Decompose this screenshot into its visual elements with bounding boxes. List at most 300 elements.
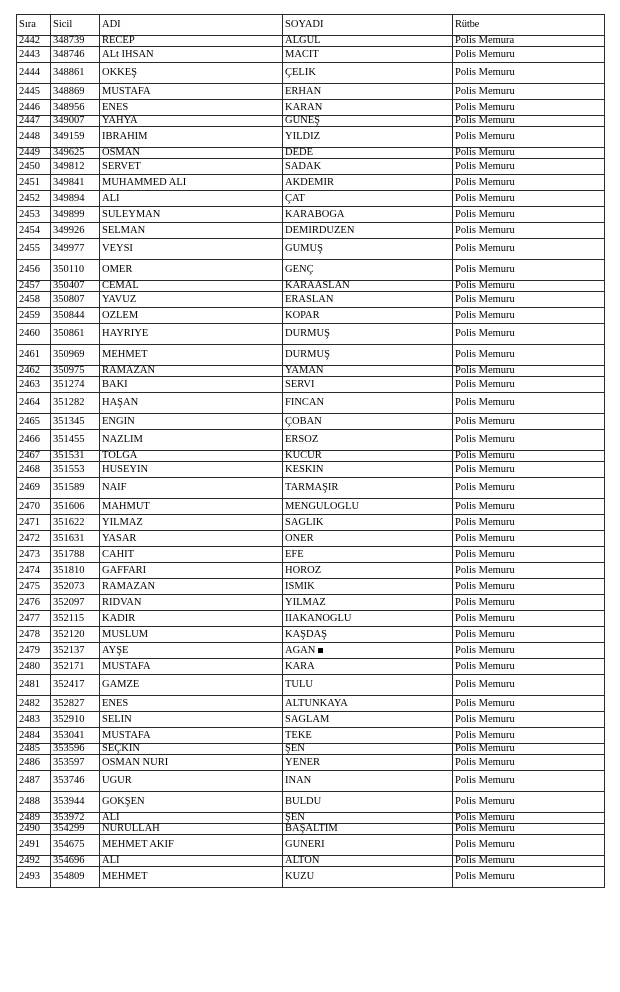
cell-adi xyxy=(100,345,283,366)
cell-rutbe xyxy=(453,127,605,148)
cell-adi-text: NAIF xyxy=(102,482,127,493)
cell-rutbe-text: Polis Memuru xyxy=(455,415,515,427)
cell-adi xyxy=(100,867,283,888)
cell-sicil-text: 351455 xyxy=(53,434,85,445)
table-row xyxy=(17,430,605,451)
cell-rutbe-text: Polis Memuru xyxy=(455,280,515,291)
cell-rutbe xyxy=(453,393,605,414)
cell-soyadi-text: ÇAT xyxy=(285,192,305,204)
cell-soyadi-text: SERVI xyxy=(285,378,315,390)
cell-adi-text: MUHAMMED ALI xyxy=(102,176,187,188)
cell-sira xyxy=(17,175,51,191)
cell-soyadi-text: TULU xyxy=(285,679,313,690)
cell-rutbe-text: Polis Memuru xyxy=(455,463,515,475)
cell-sira-text: 2485 xyxy=(19,743,40,754)
cell-sicil-text: 348746 xyxy=(53,48,85,60)
document-page xyxy=(16,14,604,888)
cell-sira-text: 2460 xyxy=(19,328,40,339)
cell-sicil-text: 352097 xyxy=(53,596,85,608)
cell-soyadi xyxy=(283,547,453,563)
cell-rutbe xyxy=(453,84,605,100)
cell-adi xyxy=(100,856,283,867)
cell-rutbe xyxy=(453,36,605,47)
cell-adi xyxy=(100,792,283,813)
table-row xyxy=(17,191,605,207)
cell-sira xyxy=(17,345,51,366)
cell-rutbe xyxy=(453,531,605,547)
table-row xyxy=(17,260,605,281)
cell-adi xyxy=(100,100,283,116)
cell-soyadi-text: GUNEŞ xyxy=(285,115,321,126)
cell-sicil xyxy=(51,324,100,345)
cell-sicil xyxy=(51,531,100,547)
cell-sicil xyxy=(51,771,100,792)
cell-soyadi-text: KUZU xyxy=(285,871,315,882)
cell-sira xyxy=(17,159,51,175)
cell-adi-text: OSMAN NURI xyxy=(102,756,169,768)
cell-rutbe-text: Polis Memuru xyxy=(455,871,515,882)
cell-sicil-text: 350844 xyxy=(53,309,85,321)
cell-adi xyxy=(100,696,283,712)
cell-soyadi xyxy=(283,659,453,675)
cell-rutbe xyxy=(453,223,605,239)
cell-adi-text: MAHMUT xyxy=(102,500,150,512)
cell-sira-text: 2475 xyxy=(19,580,40,592)
cell-rutbe-text: Polis Memuru xyxy=(455,660,515,672)
cell-sira xyxy=(17,696,51,712)
cell-sira-text: 2469 xyxy=(19,482,40,493)
cell-sira-text: 2442 xyxy=(19,35,40,46)
cell-soyadi-text: DURMUŞ xyxy=(285,328,330,339)
cell-adi xyxy=(100,63,283,84)
cell-adi-text: ENES xyxy=(102,697,129,709)
cell-soyadi-text: KESKIN xyxy=(285,463,324,475)
cell-sicil xyxy=(51,611,100,627)
cell-rutbe-text: Polis Memuru xyxy=(455,147,515,158)
cell-soyadi xyxy=(283,191,453,207)
table-row xyxy=(17,175,605,191)
cell-sira xyxy=(17,547,51,563)
cell-sira xyxy=(17,478,51,499)
table-row xyxy=(17,377,605,393)
cell-sicil xyxy=(51,260,100,281)
cell-sicil xyxy=(51,478,100,499)
cell-rutbe xyxy=(453,856,605,867)
table-row xyxy=(17,393,605,414)
cell-sira xyxy=(17,856,51,867)
cell-adi xyxy=(100,324,283,345)
cell-adi-text: RECEP xyxy=(102,35,135,46)
cell-sicil xyxy=(51,867,100,888)
cell-adi-text: ENES xyxy=(102,101,129,113)
column-header-soyadi-label: SOYADI xyxy=(285,19,324,30)
cell-soyadi xyxy=(283,393,453,414)
cell-sicil xyxy=(51,175,100,191)
column-header-sicil-label: Sicil xyxy=(53,19,73,30)
cell-sira xyxy=(17,835,51,856)
cell-sicil xyxy=(51,712,100,728)
table-row xyxy=(17,696,605,712)
cell-sira-text: 2493 xyxy=(19,871,40,882)
cell-sira-text: 2472 xyxy=(19,532,40,544)
cell-sira xyxy=(17,84,51,100)
cell-sira xyxy=(17,148,51,159)
cell-adi-text: UGUR xyxy=(102,775,132,786)
cell-soyadi-text: TEKE xyxy=(285,729,312,741)
cell-soyadi-text: KOPAR xyxy=(285,309,320,321)
cell-sicil-text: 351631 xyxy=(53,532,85,544)
cell-rutbe xyxy=(453,867,605,888)
cell-rutbe xyxy=(453,462,605,478)
cell-sira-text: 2451 xyxy=(19,176,40,188)
cell-sicil-text: 352171 xyxy=(53,660,85,672)
cell-adi-text: VEYSI xyxy=(102,243,133,254)
cell-sicil-text: 348956 xyxy=(53,101,85,113)
cell-sira xyxy=(17,755,51,771)
roster-table xyxy=(16,14,605,888)
cell-rutbe xyxy=(453,755,605,771)
cell-sicil xyxy=(51,292,100,308)
cell-adi-text: ENGIN xyxy=(102,415,135,427)
cell-soyadi xyxy=(283,175,453,191)
cell-soyadi xyxy=(283,563,453,579)
cell-rutbe xyxy=(453,47,605,63)
cell-soyadi xyxy=(283,207,453,223)
cell-adi-text: GAFFARI xyxy=(102,564,147,576)
cell-soyadi-text: KAŞDAŞ xyxy=(285,628,328,640)
cell-soyadi-text: KUCUR xyxy=(285,450,322,461)
cell-sicil-text: 353746 xyxy=(53,775,85,786)
cell-sira-text: 2465 xyxy=(19,415,40,427)
table-row xyxy=(17,499,605,515)
cell-sicil xyxy=(51,824,100,835)
cell-sicil-text: 352137 xyxy=(53,644,85,656)
cell-sira xyxy=(17,627,51,643)
cell-soyadi-text: SADAK xyxy=(285,160,322,172)
cell-adi-text: CEMAL xyxy=(102,280,139,291)
cell-adi xyxy=(100,414,283,430)
cell-sira-text: 2458 xyxy=(19,293,40,305)
cell-sira xyxy=(17,127,51,148)
cell-rutbe-text: Polis Memuru xyxy=(455,224,515,236)
scan-artifact-square-icon xyxy=(318,648,323,653)
cell-soyadi-text: ALTON xyxy=(285,855,320,866)
column-header-soyadi xyxy=(283,15,453,36)
cell-adi xyxy=(100,659,283,675)
cell-rutbe-text: Polis Memuru xyxy=(455,713,515,725)
cell-sicil xyxy=(51,100,100,116)
cell-adi xyxy=(100,127,283,148)
cell-sira-text: 2457 xyxy=(19,280,40,291)
cell-rutbe-text: Polis Memuru xyxy=(455,208,515,220)
cell-sicil-text: 350110 xyxy=(53,264,85,275)
cell-soyadi xyxy=(283,856,453,867)
cell-soyadi xyxy=(283,643,453,659)
cell-sicil xyxy=(51,563,100,579)
cell-rutbe xyxy=(453,377,605,393)
cell-soyadi xyxy=(283,712,453,728)
cell-rutbe-text: Polis Memuru xyxy=(455,378,515,390)
cell-adi-text: GAMZE xyxy=(102,679,140,690)
table-row xyxy=(17,792,605,813)
cell-adi-text: NAZLIM xyxy=(102,434,143,445)
cell-adi xyxy=(100,563,283,579)
cell-sicil-text: 349625 xyxy=(53,147,85,158)
cell-rutbe-text: Polis Memuru xyxy=(455,328,515,339)
cell-sira xyxy=(17,499,51,515)
table-row xyxy=(17,47,605,63)
cell-sicil-text: 354696 xyxy=(53,855,85,866)
cell-rutbe-text: Polis Memuru xyxy=(455,756,515,768)
cell-soyadi-text: ISMIK xyxy=(285,580,315,592)
cell-adi xyxy=(100,36,283,47)
cell-soyadi-text: KARA xyxy=(285,660,315,672)
cell-soyadi xyxy=(283,377,453,393)
cell-soyadi-text: ŞEN xyxy=(285,743,305,754)
cell-sira-text: 2492 xyxy=(19,855,40,866)
cell-adi xyxy=(100,148,283,159)
cell-sicil xyxy=(51,239,100,260)
cell-sicil-text: 348739 xyxy=(53,35,85,46)
cell-adi xyxy=(100,755,283,771)
cell-sicil xyxy=(51,377,100,393)
cell-rutbe xyxy=(453,595,605,611)
cell-soyadi xyxy=(283,792,453,813)
cell-adi-text: MUSLUM xyxy=(102,628,149,640)
cell-sira-text: 2468 xyxy=(19,463,40,475)
cell-adi-text: OZLEM xyxy=(102,309,139,321)
cell-sira-text: 2455 xyxy=(19,243,40,254)
table-row xyxy=(17,712,605,728)
cell-adi-text: ALI xyxy=(102,855,120,866)
cell-adi xyxy=(100,531,283,547)
cell-sira xyxy=(17,223,51,239)
cell-soyadi xyxy=(283,595,453,611)
cell-sira xyxy=(17,611,51,627)
table-row xyxy=(17,148,605,159)
cell-adi-text: TOLGA xyxy=(102,450,138,461)
table-row xyxy=(17,563,605,579)
cell-adi xyxy=(100,260,283,281)
cell-rutbe-text: Polis Memuru xyxy=(455,839,515,850)
cell-rutbe xyxy=(453,308,605,324)
cell-adi xyxy=(100,366,283,377)
cell-adi-text: NURULLAH xyxy=(102,823,160,834)
cell-rutbe-text: Polis Memuru xyxy=(455,67,515,78)
cell-rutbe xyxy=(453,207,605,223)
cell-soyadi xyxy=(283,345,453,366)
cell-soyadi-text: YAMAN xyxy=(285,365,324,376)
cell-soyadi-text: TARMAŞIR xyxy=(285,482,339,493)
cell-rutbe-text: Polis Memuru xyxy=(455,397,515,408)
cell-sira xyxy=(17,191,51,207)
cell-adi xyxy=(100,515,283,531)
cell-sicil-text: 352115 xyxy=(53,612,85,624)
table-row xyxy=(17,867,605,888)
cell-sicil-text: 348869 xyxy=(53,85,85,97)
cell-rutbe xyxy=(453,627,605,643)
cell-rutbe xyxy=(453,366,605,377)
cell-sira-text: 2487 xyxy=(19,775,40,786)
cell-rutbe-text: Polis Memuru xyxy=(455,349,515,360)
table-row xyxy=(17,84,605,100)
cell-sira xyxy=(17,414,51,430)
cell-sira xyxy=(17,324,51,345)
cell-sicil xyxy=(51,792,100,813)
table-header xyxy=(17,15,605,36)
cell-adi xyxy=(100,223,283,239)
cell-soyadi-text: MENGULOGLU xyxy=(285,500,360,512)
cell-rutbe xyxy=(453,712,605,728)
cell-rutbe-text: Polis Memuru xyxy=(455,564,515,576)
table-row xyxy=(17,207,605,223)
cell-soyadi-text: ALTUNKAYA xyxy=(285,697,348,709)
cell-sira-text: 2463 xyxy=(19,378,40,390)
cell-sicil-text: 351589 xyxy=(53,482,85,493)
table-row xyxy=(17,531,605,547)
cell-sira xyxy=(17,207,51,223)
table-row xyxy=(17,643,605,659)
cell-sicil xyxy=(51,127,100,148)
cell-rutbe-text: Polis Memuru xyxy=(455,743,515,754)
cell-sicil xyxy=(51,659,100,675)
cell-soyadi-text: ERSOZ xyxy=(285,434,319,445)
cell-adi xyxy=(100,462,283,478)
cell-sira xyxy=(17,515,51,531)
cell-rutbe-text: Polis Memuru xyxy=(455,548,515,560)
cell-sira xyxy=(17,813,51,824)
cell-sicil-text: 351345 xyxy=(53,415,85,427)
cell-soyadi xyxy=(283,281,453,292)
cell-sira-text: 2479 xyxy=(19,644,40,656)
cell-sira xyxy=(17,366,51,377)
cell-soyadi xyxy=(283,462,453,478)
cell-sicil-text: 352827 xyxy=(53,697,85,709)
cell-soyadi-text: KARAN xyxy=(285,101,323,113)
cell-sira-text: 2447 xyxy=(19,115,40,126)
cell-rutbe-text: Polis Memuru xyxy=(455,131,515,142)
cell-sicil xyxy=(51,36,100,47)
cell-rutbe-text: Polis Memuru xyxy=(455,115,515,126)
table-row xyxy=(17,63,605,84)
cell-adi xyxy=(100,451,283,462)
cell-sicil xyxy=(51,515,100,531)
cell-rutbe-text: Polis Memuru xyxy=(455,679,515,690)
cell-rutbe-text: Polis Memuru xyxy=(455,160,515,172)
cell-soyadi-text: MACIT xyxy=(285,48,319,60)
cell-rutbe xyxy=(453,324,605,345)
cell-rutbe-text: Polis Memuru xyxy=(455,644,515,656)
cell-soyadi xyxy=(283,515,453,531)
table-row xyxy=(17,515,605,531)
cell-soyadi xyxy=(283,47,453,63)
cell-rutbe-text: Polis Memuru xyxy=(455,697,515,709)
cell-sira xyxy=(17,462,51,478)
cell-rutbe xyxy=(453,191,605,207)
cell-sira xyxy=(17,308,51,324)
cell-sicil-text: 353597 xyxy=(53,756,85,768)
cell-sira-text: 2484 xyxy=(19,729,40,741)
cell-rutbe xyxy=(453,478,605,499)
cell-rutbe xyxy=(453,579,605,595)
cell-adi-text: AYŞE xyxy=(102,644,129,656)
cell-soyadi-text: GUNERI xyxy=(285,839,325,850)
table-row xyxy=(17,856,605,867)
cell-adi-text: MEHMET xyxy=(102,349,148,360)
cell-sira-text: 2470 xyxy=(19,500,40,512)
cell-soyadi xyxy=(283,127,453,148)
cell-soyadi xyxy=(283,239,453,260)
cell-adi xyxy=(100,611,283,627)
cell-sira-text: 2477 xyxy=(19,612,40,624)
cell-sicil xyxy=(51,393,100,414)
cell-soyadi-text: GUMUŞ xyxy=(285,243,323,254)
table-row xyxy=(17,324,605,345)
cell-sira xyxy=(17,595,51,611)
cell-sicil xyxy=(51,366,100,377)
cell-rutbe-text: Polis Memuru xyxy=(455,176,515,188)
cell-sira xyxy=(17,36,51,47)
cell-adi-text: RAMAZAN xyxy=(102,365,156,376)
cell-sira xyxy=(17,744,51,755)
cell-rutbe-text: Polis Memuru xyxy=(455,855,515,866)
cell-rutbe xyxy=(453,813,605,824)
cell-sira xyxy=(17,675,51,696)
cell-adi xyxy=(100,84,283,100)
cell-soyadi-text: ÇELIK xyxy=(285,67,316,78)
cell-sira-text: 2449 xyxy=(19,147,40,158)
cell-sira-text: 2482 xyxy=(19,697,40,709)
cell-adi xyxy=(100,744,283,755)
cell-rutbe-text: Polis Memuru xyxy=(455,243,515,254)
cell-rutbe-text: Polis Memuru xyxy=(455,823,515,834)
cell-adi-text: OMER xyxy=(102,264,133,275)
cell-soyadi-text: ŞEN xyxy=(285,812,305,823)
cell-soyadi-text: KARAASLAN xyxy=(285,280,350,291)
cell-sira xyxy=(17,712,51,728)
cell-sira-text: 2478 xyxy=(19,628,40,640)
cell-adi xyxy=(100,835,283,856)
cell-adi-text: OKKEŞ xyxy=(102,67,138,78)
cell-rutbe-text: Polis Memuru xyxy=(455,85,515,97)
cell-sicil xyxy=(51,207,100,223)
cell-sicil xyxy=(51,813,100,824)
cell-rutbe-text: Polis Memuru xyxy=(455,729,515,741)
cell-sicil xyxy=(51,675,100,696)
cell-adi xyxy=(100,292,283,308)
cell-adi-text: YILMAZ xyxy=(102,516,143,528)
cell-adi xyxy=(100,478,283,499)
cell-rutbe xyxy=(453,696,605,712)
cell-rutbe-text: Polis Memuru xyxy=(455,434,515,445)
cell-sira-text: 2446 xyxy=(19,101,40,113)
cell-sicil xyxy=(51,223,100,239)
cell-sira-text: 2480 xyxy=(19,660,40,672)
cell-sicil xyxy=(51,47,100,63)
cell-rutbe xyxy=(453,515,605,531)
cell-soyadi xyxy=(283,696,453,712)
cell-sira-text: 2459 xyxy=(19,309,40,321)
cell-adi xyxy=(100,499,283,515)
cell-sira xyxy=(17,47,51,63)
cell-adi xyxy=(100,771,283,792)
cell-soyadi xyxy=(283,292,453,308)
cell-sira-text: 2489 xyxy=(19,812,40,823)
cell-rutbe xyxy=(453,563,605,579)
cell-rutbe-text: Polis Memuru xyxy=(455,309,515,321)
cell-adi xyxy=(100,175,283,191)
cell-rutbe xyxy=(453,148,605,159)
